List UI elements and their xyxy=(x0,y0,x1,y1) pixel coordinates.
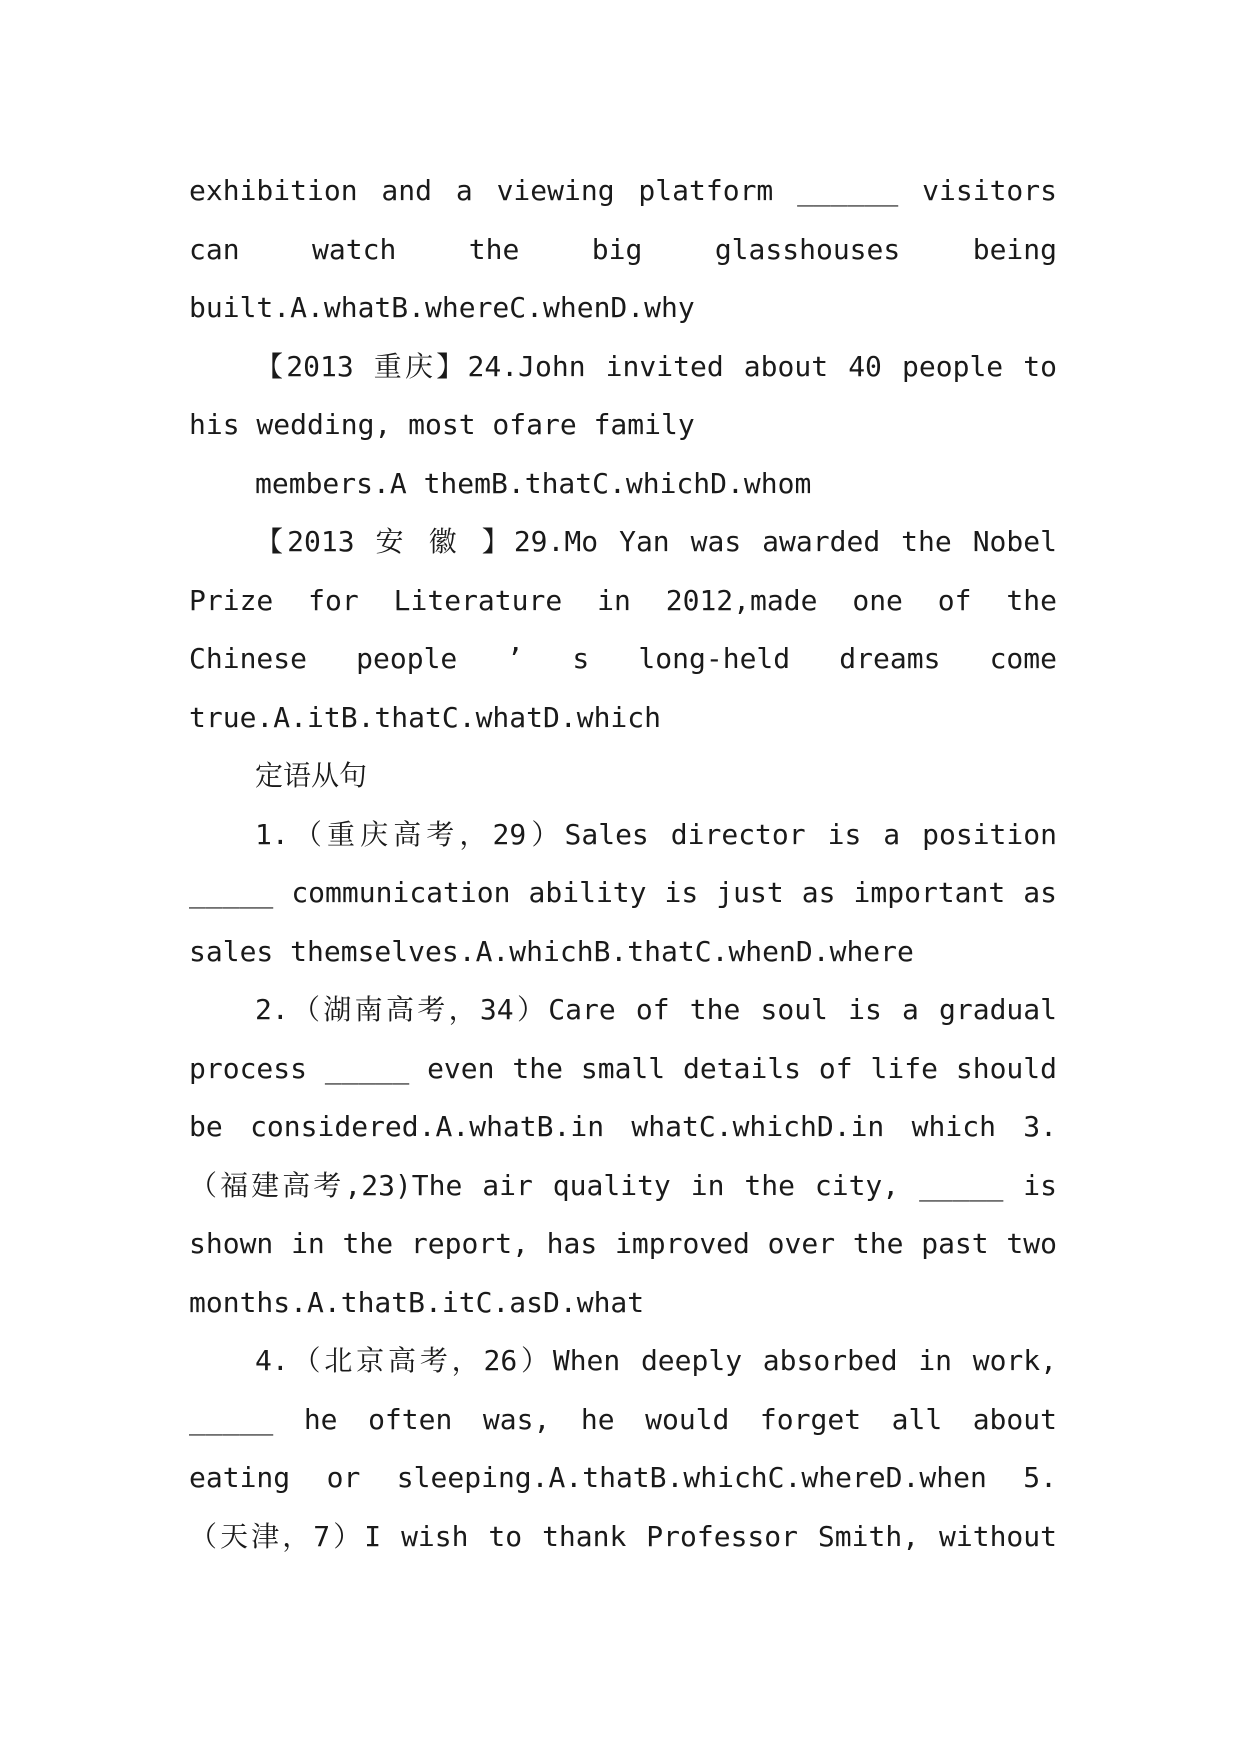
text-line: 2.（湖南高考，34）Care of the soul is a gradual xyxy=(255,993,1057,1026)
text-line: can watch the big glasshouses being xyxy=(189,232,1057,266)
text-line: 定语从句 xyxy=(255,759,368,792)
text-line: 4.（北京高考，26）When deeply absorbed in work, xyxy=(255,1344,1057,1377)
text-line: _____ communication ability is just as important as xyxy=(189,876,1057,909)
text-line: shown in the report, has improved over the past two xyxy=(189,1227,1057,1260)
text-line: built.A.whatB.whereC.whenD.why xyxy=(189,291,695,324)
text-line: （福建高考,23)The air quality in the city, _____ is xyxy=(189,1168,1057,1202)
document-body xyxy=(189,162,1057,1566)
text-line: true.A.itB.thatC.whatD.which xyxy=(189,700,662,734)
text-line: months.A.thatB.itC.asD.what xyxy=(189,1285,645,1319)
text-line: exhibition and a viewing platform ______ visitors xyxy=(189,174,1057,207)
text-line: Chinese people ’ s long-held dreams come xyxy=(189,642,1057,675)
text-line: eating or sleeping.A.thatB.whichC.whereD.when 5. xyxy=(189,1461,1057,1494)
text-line: （天津，7）I wish to thank Professor Smith, without xyxy=(189,1519,1057,1553)
text-line: _____ he often was, he would forget all about xyxy=(189,1402,1057,1436)
text-line: Prize for Literature in 2012,made one of the xyxy=(189,583,1057,617)
text-line: members.A themB.thatC.whichD.whom xyxy=(255,466,812,500)
text-line: process _____ even the small details of life should xyxy=(189,1051,1057,1085)
text-line: his wedding, most ofare family xyxy=(189,408,695,441)
text-line: 【2013 安 徽 】29.Mo Yan was awarded the Nobel xyxy=(255,525,1057,558)
text-line: 1.（重庆高考，29）Sales director is a position xyxy=(255,817,1057,851)
text-line: 【2013 重庆】24.John invited about 40 people to xyxy=(255,349,1057,383)
text-line: sales themselves.A.whichB.thatC.whenD.where xyxy=(189,934,914,968)
text-line: be considered.A.whatB.in whatC.whichD.in which 3. xyxy=(189,1110,1057,1143)
